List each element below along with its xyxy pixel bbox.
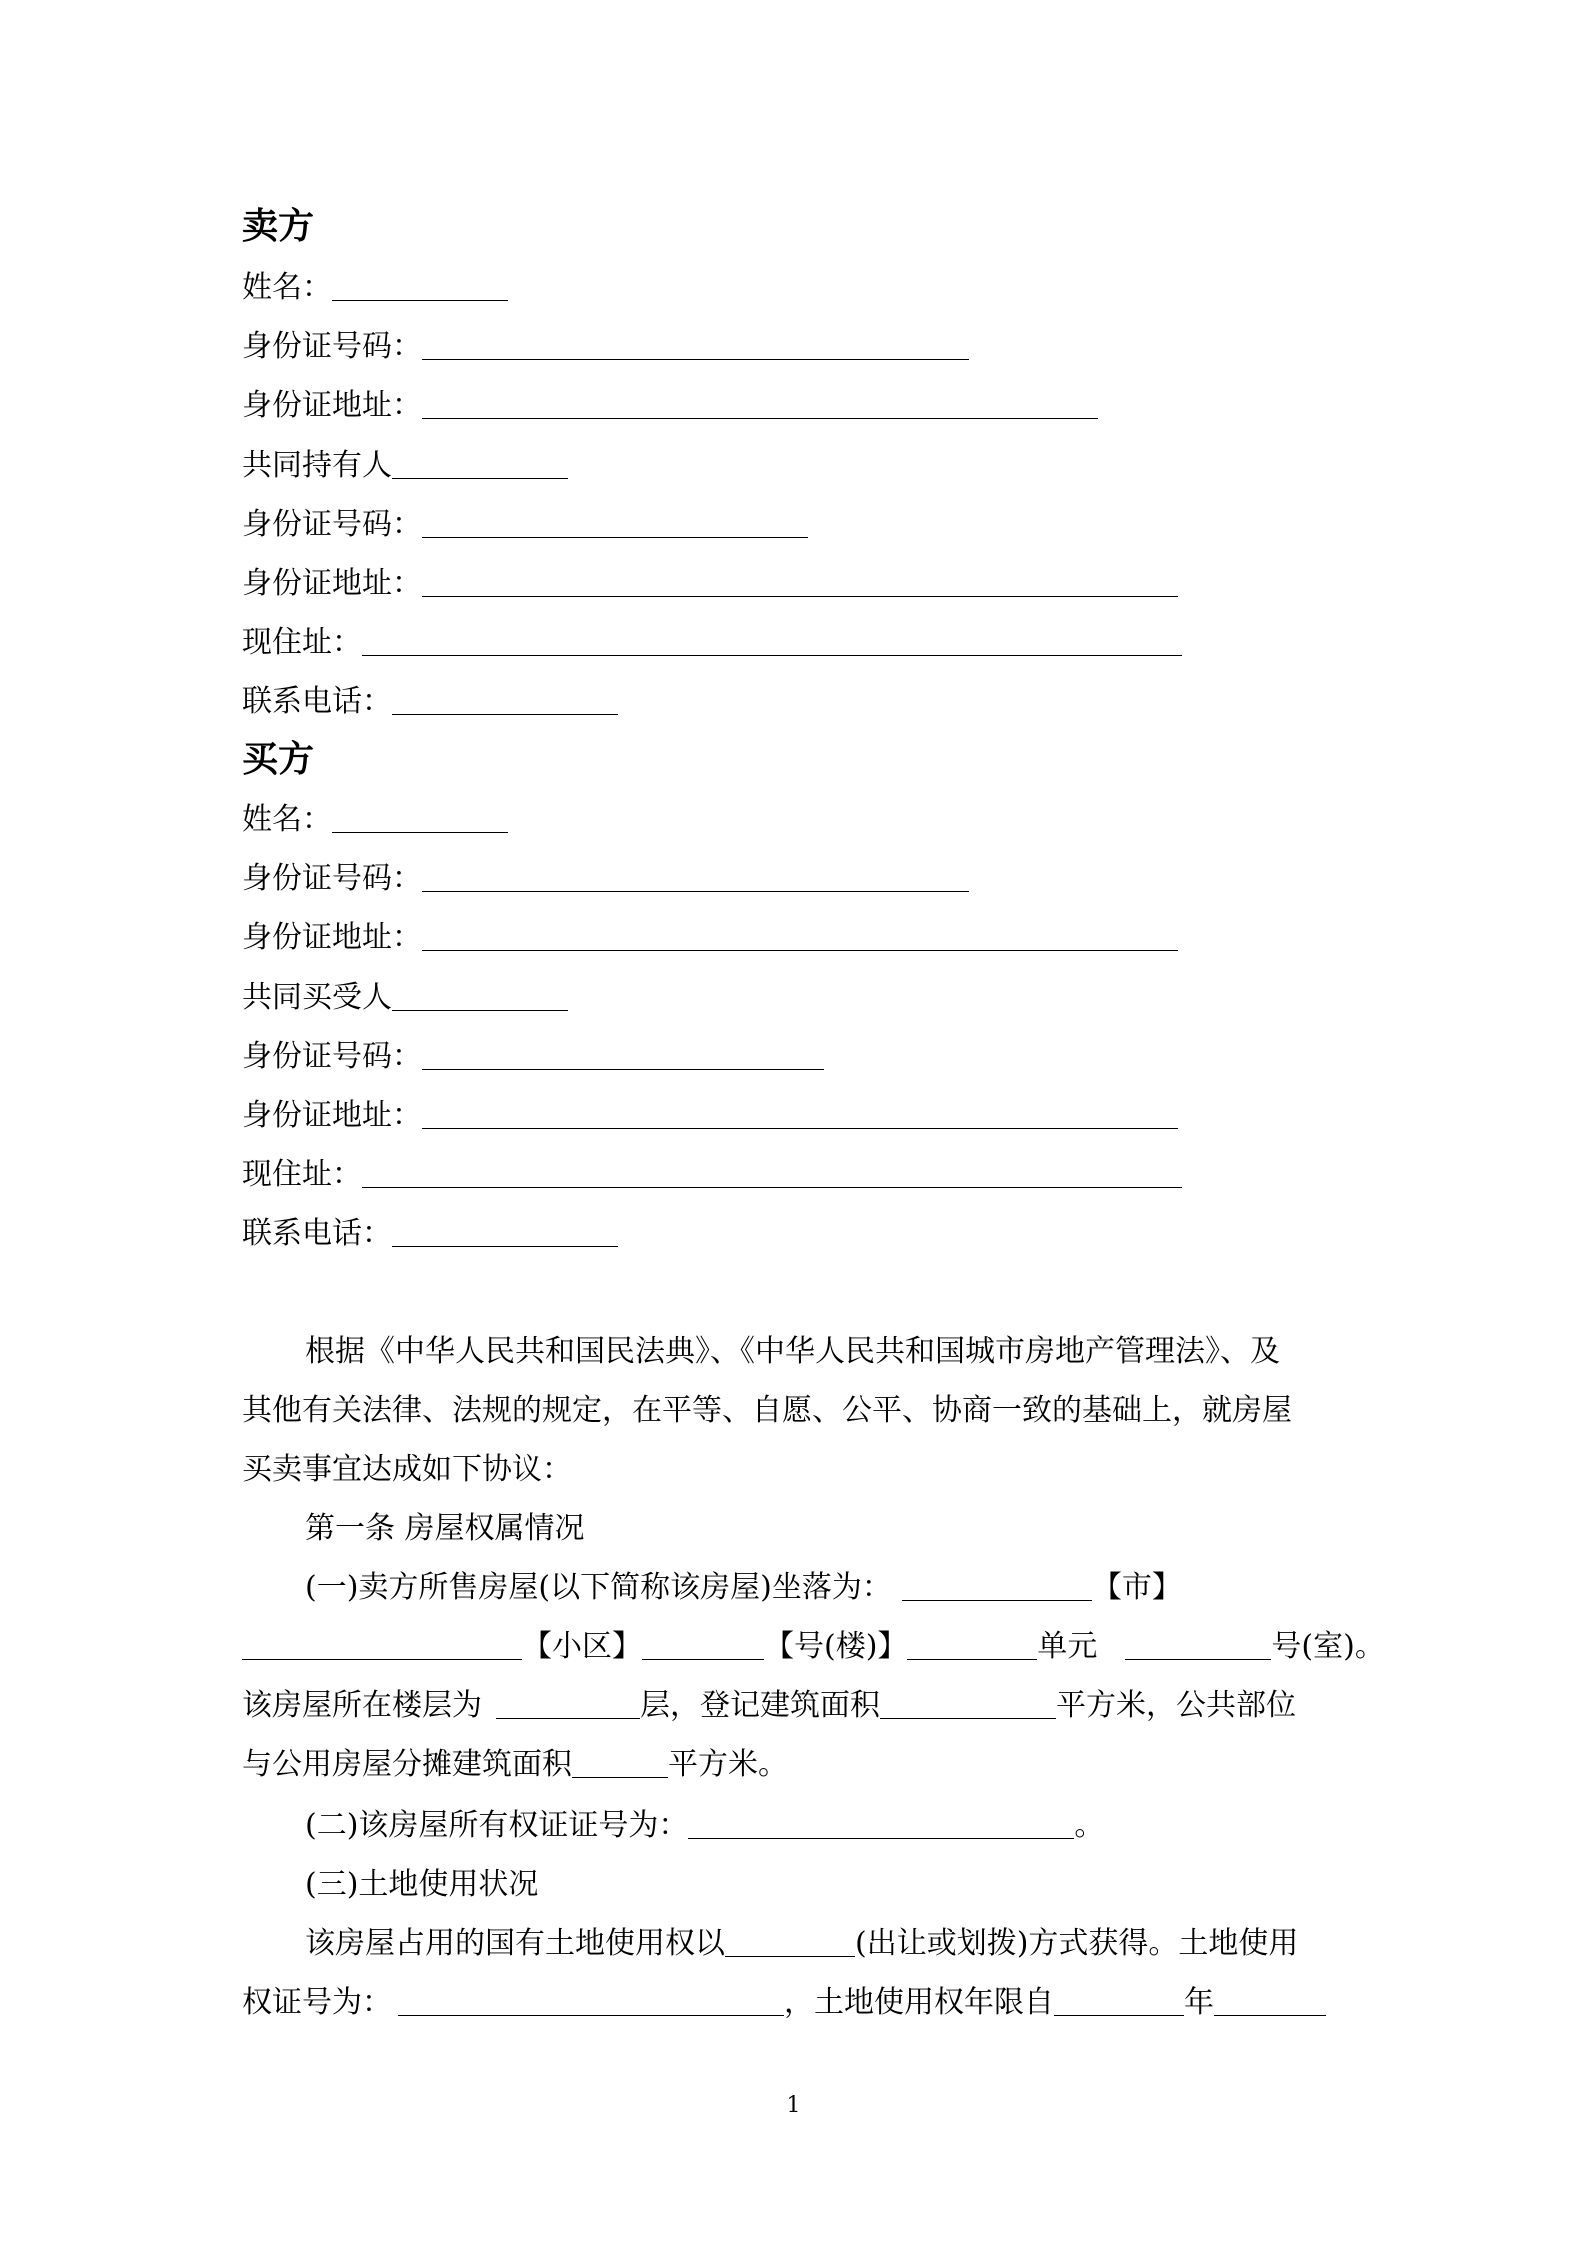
land-prefix: 该房屋占用的国有土地使用权以 — [305, 1926, 725, 1961]
buyer-co-buyer-blank[interactable] — [392, 980, 568, 1011]
article1-floor-line — [242, 1686, 1296, 1726]
buyer-phone-field — [242, 1214, 618, 1254]
seller-phone-field — [242, 682, 618, 722]
seller-co-id-addr-blank[interactable] — [422, 566, 1178, 597]
seller-co-id-addr-field — [242, 564, 1178, 604]
year-label: 年 — [1184, 1985, 1214, 2020]
city-label: 【市】 — [1091, 1570, 1182, 1605]
article1-land-heading-line — [242, 1865, 538, 1905]
city-blank[interactable] — [902, 1570, 1092, 1601]
land-cert-prefix: 权证号为： — [242, 1985, 392, 2020]
buyer-id-no-label: 身份证号码： — [242, 861, 422, 896]
shared-suffix: 平方米。 — [668, 1747, 788, 1782]
buyer-co-buyer-field — [242, 978, 568, 1018]
seller-phone-blank[interactable] — [392, 684, 618, 715]
article1-cert-line — [242, 1806, 1104, 1846]
article1-land-cert-line — [242, 1983, 1326, 2023]
land-month-blank[interactable] — [1214, 1985, 1326, 2016]
buyer-co-id-addr-blank[interactable] — [422, 1098, 1178, 1129]
buyer-id-addr-blank[interactable] — [422, 920, 1178, 951]
land-mid: (出让或划拨)方式获得。土地使用 — [855, 1926, 1299, 1961]
ownership-cert-blank[interactable] — [688, 1808, 1074, 1839]
buyer-phone-label: 联系电话： — [242, 1216, 392, 1251]
seller-co-id-no-blank[interactable] — [422, 507, 808, 538]
seller-name-field — [242, 268, 508, 308]
seller-name-label: 姓名： — [242, 270, 332, 305]
seller-co-id-no-field — [242, 505, 808, 545]
floor-prefix: 该房屋所在楼层为 — [242, 1688, 482, 1723]
article1-shared-line — [242, 1745, 788, 1785]
seller-co-id-no-label: 身份证号码： — [242, 507, 422, 542]
buyer-co-id-no-field — [242, 1037, 824, 1077]
seller-phone-label: 联系电话： — [242, 684, 392, 719]
buyer-residence-blank[interactable] — [362, 1157, 1182, 1188]
buyer-name-blank[interactable] — [332, 802, 508, 833]
area-suffix: 平方米，公共部位 — [1056, 1688, 1296, 1723]
floor-suffix: 层，登记建筑面积 — [640, 1688, 880, 1723]
land-cert-blank[interactable] — [398, 1985, 784, 2016]
shared-prefix: 与公用房屋分摊建筑面积 — [242, 1747, 572, 1782]
article1-location-prefix: (一)卖方所售房屋(以下简称该房屋)坐落为： — [305, 1570, 892, 1605]
seller-id-no-blank[interactable] — [422, 329, 969, 360]
buyer-name-field — [242, 800, 508, 840]
cert-prefix: (二)该房屋所有权证证号为： — [305, 1808, 689, 1843]
land-method-blank[interactable] — [725, 1926, 855, 1957]
preamble-line-3: 买卖事宜达成如下协议： — [242, 1452, 572, 1487]
unit-label: 单元 — [1037, 1629, 1098, 1664]
community-blank[interactable] — [242, 1629, 522, 1660]
building-blank[interactable] — [642, 1629, 764, 1660]
shared-area-blank[interactable] — [572, 1747, 668, 1778]
seller-co-id-addr-label: 身份证地址： — [242, 566, 422, 601]
buyer-heading: 买方 — [242, 738, 315, 780]
buyer-residence-label: 现住址： — [242, 1157, 362, 1192]
buyer-name-label: 姓名： — [242, 802, 332, 837]
seller-id-no-field — [242, 327, 969, 367]
page-number: 1 — [786, 2093, 801, 2118]
seller-co-owner-label: 共同持有人 — [242, 448, 392, 483]
buyer-co-id-addr-field — [242, 1096, 1178, 1136]
seller-residence-label: 现住址： — [242, 625, 362, 660]
buyer-phone-blank[interactable] — [392, 1216, 618, 1247]
article1-land-line — [242, 1924, 1298, 1964]
land-year-from-blank[interactable] — [1054, 1985, 1184, 2016]
buyer-co-id-no-label: 身份证号码： — [242, 1039, 422, 1074]
seller-id-addr-field — [242, 386, 1098, 426]
buyer-residence-field — [242, 1155, 1182, 1195]
article1-address-line — [242, 1627, 1385, 1667]
preamble-text-1: 根据《中华人民共和国民法典》、《中华人民共和国城市房地产管理法》、及 — [305, 1334, 1280, 1369]
unit-blank[interactable] — [907, 1629, 1037, 1660]
land-heading: (三)土地使用状况 — [305, 1867, 539, 1902]
article1-title: 第一条 房屋权属情况 — [305, 1511, 585, 1546]
seller-heading: 卖方 — [242, 205, 315, 247]
seller-id-addr-blank[interactable] — [422, 388, 1098, 419]
seller-residence-field — [242, 623, 1182, 663]
preamble-line-1 — [242, 1332, 1280, 1372]
buyer-co-id-no-blank[interactable] — [422, 1039, 824, 1070]
room-label: 号(室)。 — [1271, 1629, 1385, 1664]
cert-suffix: 。 — [1074, 1808, 1105, 1843]
seller-co-owner-field — [242, 446, 568, 486]
seller-co-owner-blank[interactable] — [392, 448, 568, 479]
buyer-co-buyer-label: 共同买受人 — [242, 980, 392, 1015]
room-blank[interactable] — [1125, 1629, 1271, 1660]
floor-blank[interactable] — [496, 1688, 640, 1719]
seller-id-addr-label: 身份证地址： — [242, 388, 422, 423]
buyer-co-id-addr-label: 身份证地址： — [242, 1098, 422, 1133]
land-cert-mid: ，土地使用权年限自 — [784, 1985, 1054, 2020]
article1-location-line — [242, 1568, 1182, 1608]
buyer-id-no-field — [242, 859, 969, 899]
preamble-line-2: 其他有关法律、法规的规定，在平等、自愿、公平、协商一致的基础上，就房屋 — [242, 1393, 1292, 1428]
article1-title-line — [242, 1509, 585, 1549]
seller-name-blank[interactable] — [332, 270, 508, 301]
seller-residence-blank[interactable] — [362, 625, 1182, 656]
seller-id-no-label: 身份证号码： — [242, 329, 422, 364]
buyer-id-no-blank[interactable] — [422, 861, 969, 892]
buyer-id-addr-label: 身份证地址： — [242, 920, 422, 955]
building-label: 【号(楼)】 — [764, 1629, 908, 1664]
community-label: 【小区】 — [522, 1629, 642, 1664]
area-blank[interactable] — [880, 1688, 1056, 1719]
buyer-id-addr-field — [242, 918, 1178, 958]
